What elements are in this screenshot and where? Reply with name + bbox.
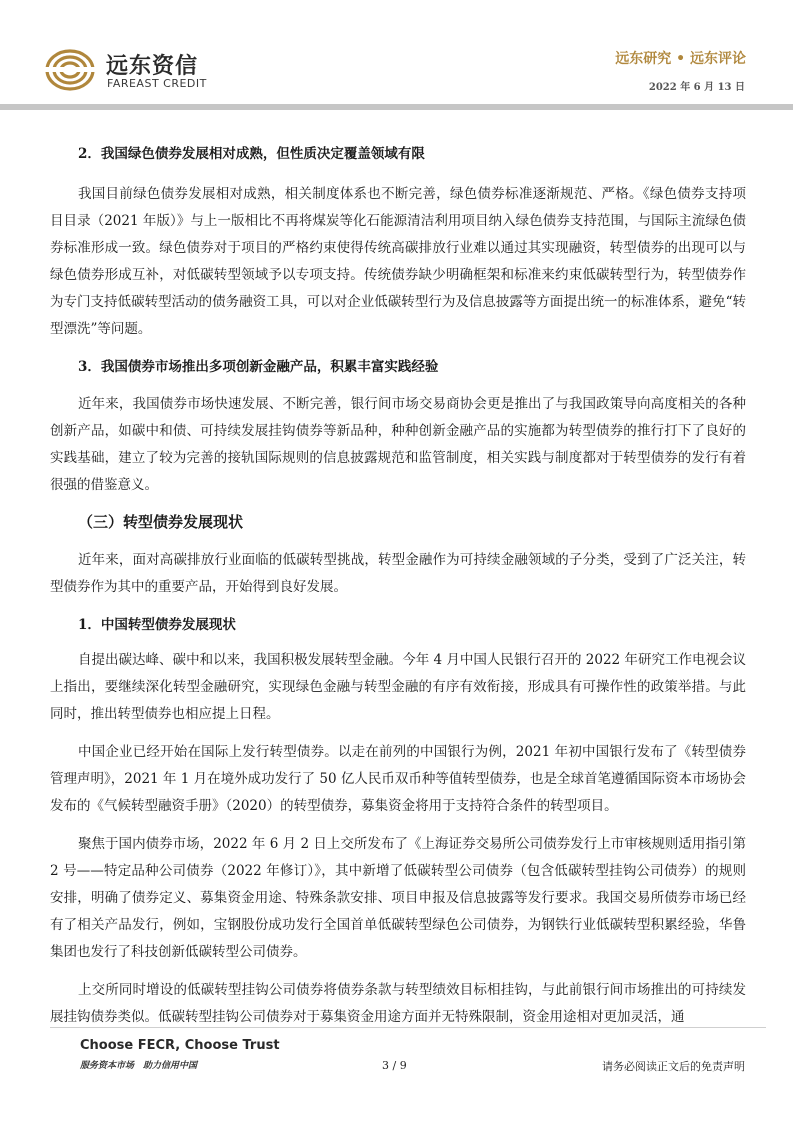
paragraph: 自提出碳达峰、碳中和以来，我国积极发展转型金融。今年 4 月中国人民银行召开的 2022 年研究工作电视会议上指出，要继续深化转型金融研究，实现绿色金融与转型金融的有序有效衔接，形成具有可操作性的政策举措。与此同时，推出转型债券也相应提上日程。 xyxy=(50,652,746,722)
paragraph: 中国企业已经开始在国际上发行转型债券。以走在前列的中国银行为例，2021 年初中国银行发布了《转型债券管理声明》，2021 年 1 月在境外成功发行了 50 亿人民币双币种等值转型债券，也是全球首笔遵循国际资本市场协会发布的《气候转型融资手册》（2020）的转型债券，募集资金将用于支持符合条件的转型项目。 xyxy=(50,744,746,814)
section-heading-3: 3．我国债券市场推出多项创新金融产品，积累丰富实践经验 xyxy=(78,359,439,375)
brand-name-cn: 远东资信 xyxy=(106,54,199,79)
brand-name-en: FAREAST CREDIT xyxy=(107,77,207,90)
section-heading-2: 2．我国绿色债券发展相对成熟，但性质决定覆盖领域有限 xyxy=(78,146,425,162)
page-header xyxy=(0,0,793,110)
paragraph: 近年来，面对高碳排放行业面临的低碳转型挑战，转型金融作为可持续金融领域的子分类，受到了广泛关注，转型债券作为其中的重要产品，开始得到良好发展。 xyxy=(50,552,746,595)
fareast-ring-logo-icon xyxy=(44,47,96,93)
document-body xyxy=(50,142,746,1031)
header-divider xyxy=(0,104,793,110)
paragraph: 上交所同时增设的低碳转型挂钩公司债券将债券条款与转型绩效目标相挂钩，与此前银行间市场推出的可持续发展挂钩债券类似。低碳转型挂钩公司债券对于募集资金用途方面并无特殊限制，资金用途相对更加灵活，通 xyxy=(50,982,746,1025)
footer-slogan-cn: 服务资本市场 助力信用中国 xyxy=(80,1061,198,1071)
footer-slogan: Choose FECR, Choose Trust xyxy=(80,1038,280,1053)
paragraph: 近年来，我国债券市场快速发展、不断完善，银行间市场交易商协会更是推出了与我国政策导向高度相关的各种创新产品，如碳中和债、可持续发展挂钩债券等新品种，种种创新金融产品的实施都为转型债券的推行打下了良好的实践基础，建立了较为完善的接轨国际规则的信息披露规范和监管制度，相关实践与制度都对于转型债券的发行有着很强的借鉴意义。 xyxy=(50,396,746,493)
paragraph: 聚焦于国内债券市场，2022 年 6 月 2 日上交所发布了《上海证券交易所公司债券发行上市审核规则适用指引第 2 号——特定品种公司债券（2022 年修订）》，其中新增了低碳转型公司债券（包含低碳转型挂钩公司债券）的规则安排，明确了债券定义、募集资金用途、特殊条款安排、项目申报及信息披露等发行要求。我国交易所债券市场已经有了相关产品发行，例如，宝钢股份成功发行全国首单低碳转型绿色公司债券，为钢铁行业低碳转型积累经验，华鲁集团也发行了科技创新低碳转型公司债券。 xyxy=(50,836,746,960)
page-number: 3 / 9 xyxy=(382,1059,407,1072)
footer-divider xyxy=(50,1027,766,1028)
publication-series: 远东研究 • 远东评论 xyxy=(615,51,746,67)
part-heading: （三）转型债券发展现状 xyxy=(78,513,244,531)
paragraph: 我国目前绿色债券发展相对成熟，相关制度体系也不断完善，绿色债券标准逐渐规范、严格。《绿色债券支持项目目录（2021 年版）》与上一版相比不再将煤炭等化石能源清洁利用项目纳入绿色债券支持范围，与国际主流绿色债券标准形成一致。绿色债券对于项目的严格约束使得传统高碳排放行业难以通过其实现融资，转型债券的出现可以与绿色债券形成互补，对低碳转型领域予以专项支持。传统债券缺少明确框架和标准来约束低碳转型行为，转型债券作为专门支持低碳转型活动的债务融资工具，可以对企业低碳转型行为及信息披露等方面提出统一的标准体系，避免“转型漂洗”等问题。 xyxy=(50,186,746,337)
disclaimer-note: 请务必阅读正文后的免责声明 xyxy=(602,1060,745,1073)
publication-date: 2022 年 6 月 13 日 xyxy=(648,82,745,93)
subsection-heading-1: 1．中国转型债券发展现状 xyxy=(78,617,236,633)
